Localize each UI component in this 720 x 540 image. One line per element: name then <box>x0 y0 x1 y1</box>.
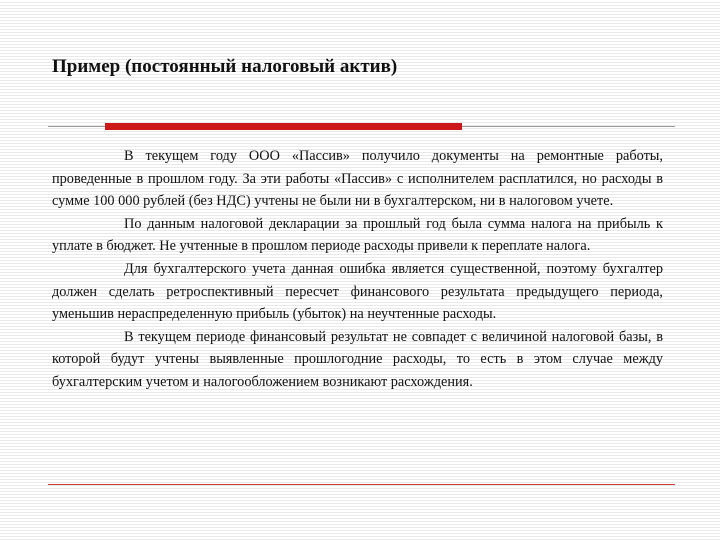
paragraph-1: В текущем году ООО «Пассив» получило документы на ремонтные работы, проведенные в прошлом году. За эти работы «Пассив» с исполнителем расплатился, но расходы в сумме 100 000 рублей (без НДС) учтены не были ни в бухгалтерском, ни в налоговом учете. <box>52 148 663 210</box>
paragraph-3: Для бухгалтерского учета данная ошибка является существенной, поэтому бухгалтер должен сделать ретроспективный пересчет финансового результата предыдущего периода, уменьшив нераспределенную прибыль (убыток) на неучтенные расходы. <box>52 260 663 323</box>
slide-body <box>52 145 663 394</box>
paragraph-4: В текущем периоде финансовый результат не совпадет с величиной налоговой базы, в которой будут учтены выявленные прошлогодние расходы, то есть в этом случае между бухгалтерским учетом и налогообложением возникают расхождения. <box>52 328 663 390</box>
bottom-divider <box>48 484 675 485</box>
divider-accent-bar <box>105 123 462 130</box>
title-divider <box>48 123 675 131</box>
slide-title: Пример (постоянный налоговый актив) <box>52 56 398 77</box>
paragraph-2: По данным налоговой декларации за прошлый год была сумма налога на прибыль к уплате в бюджет. Не учтенные в прошлом периоде расходы привели к переплате налога. <box>52 215 663 255</box>
